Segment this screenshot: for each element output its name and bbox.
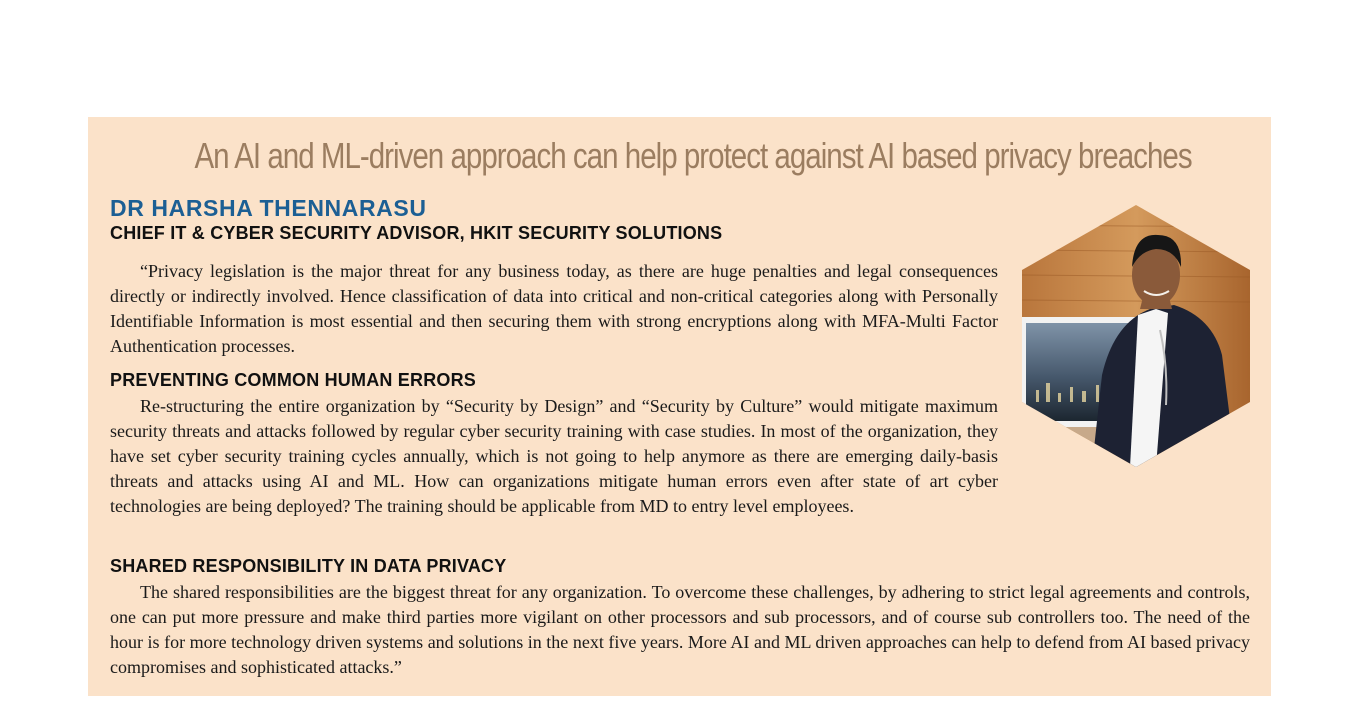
section-body-shared-responsibility: The shared responsibilities are the biggest threat for any organization. To overcome these challenges, by adhering to strict legal agreements and controls, one can put more pressure and make third parties more vigilant on other processors and sub processors, and of course sub controllers too. The need of the hour is for more technology driven systems and solutions in the next five years. More AI and ML driven approaches can help to defend from AI based privacy compromises and sophisticated attacks.” bbox=[110, 582, 1250, 677]
intro-paragraph: “Privacy legislation is the major threat for any business today, as there are huge penalties and legal consequences directly or indirectly involved. Hence classification of data into critical and non-critical categories along with Personally Identifiable Information is most essential and then securing them with strong encryptions along with MFA-Multi Factor Authentication processes. bbox=[110, 261, 998, 356]
article-headline: An AI and ML-driven approach can help protect against AI based privacy breaches bbox=[194, 135, 1192, 176]
article-panel bbox=[88, 117, 1271, 696]
section-heading-human-errors: PREVENTING COMMON HUMAN ERRORS bbox=[110, 370, 477, 390]
person-name: DR HARSHA THENNARASU bbox=[110, 195, 427, 221]
portrait-photo bbox=[1022, 205, 1250, 467]
person-title: CHIEF IT & CYBER SECURITY ADVISOR, HKIT SECURITY SOLUTIONS bbox=[110, 223, 723, 243]
section-body-human-errors: Re-structuring the entire organization by “Security by Design” and “Security by Culture” would mitigate maximum security threats and attacks followed by regular cyber security training with case studies. In most of the organization, they have set cyber security training cycles annually, which is not going to help anymore as there are emerging daily-basis threats and attacks using AI and ML. How can organizations mitigate human errors even after state of art cyber technologies are being deployed? The training should be applicable from MD to entry level employees. bbox=[110, 396, 998, 516]
section-heading-shared-responsibility: SHARED RESPONSIBILITY IN DATA PRIVACY bbox=[110, 556, 507, 576]
